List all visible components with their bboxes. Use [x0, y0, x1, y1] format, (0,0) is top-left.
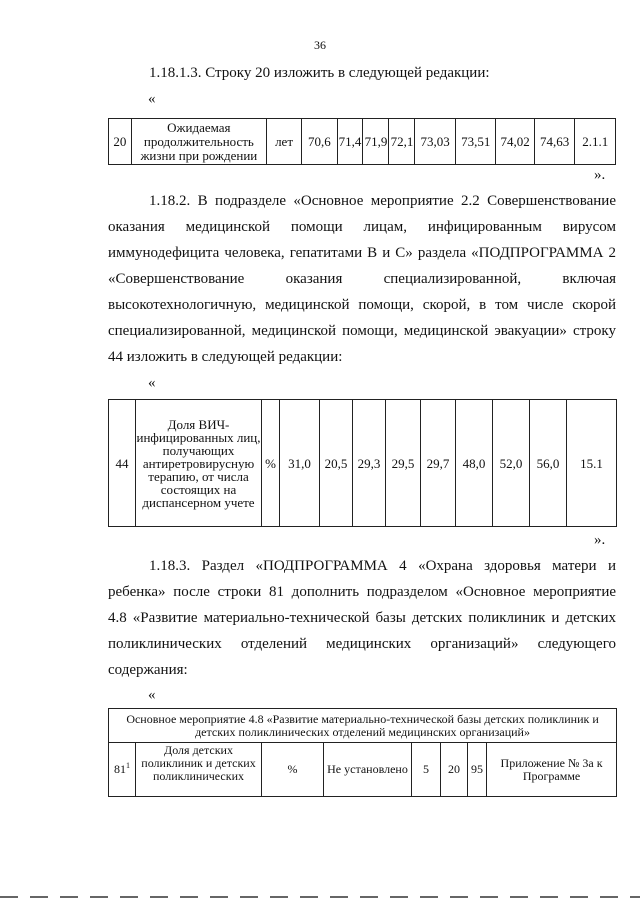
paragraph-line: содержания: [108, 662, 188, 678]
cell-value: 95 [468, 743, 487, 797]
paragraph-line: оказания медицинской помощи лицам, инфицированным вирусом [108, 219, 616, 235]
paragraph-line: поликлинических отделений медицинских организаций» следующего [108, 636, 616, 652]
cell-value: Не установлено [324, 743, 412, 797]
paragraph-line: 1.18.3. Раздел «ПОДПРОГРАММА 4 «Охрана здоровья матери и [149, 558, 616, 574]
cell-row-number: 44 [109, 400, 136, 527]
paragraph-line: 4.8 «Развитие материально-технической базы детских поликлиник и детских [108, 610, 616, 626]
cell-value: 73,03 [415, 119, 456, 165]
table-row-20 [108, 118, 616, 165]
page-edge-divider [0, 896, 640, 898]
cell-row-number: 20 [109, 119, 132, 165]
table-row-44 [108, 399, 617, 527]
close-quote: ». [594, 532, 606, 548]
cell-value: 29,7 [421, 400, 456, 527]
open-quote: « [148, 687, 156, 703]
paragraph-line: 44 изложить в следующей редакции: [108, 349, 343, 365]
cell-row-number [109, 743, 136, 797]
paragraph-line: 1.18.2. В подразделе «Основное мероприятие 2.2 Совершенствование [149, 193, 616, 209]
section-header-cell: Основное мероприятие 4.8 «Развитие материально-технической базы детских поликлиник и детских поликлинических отделений медицинских организаций» [109, 709, 617, 743]
cell-value: 20,5 [320, 400, 353, 527]
paragraph-line: ребенка» после строки 81 дополнить подразделом «Основное мероприятие [108, 584, 616, 600]
paragraph-line: иммунодефицита человека, гепатитами В и С» раздела «ПОДПРОГРАММА 2 [108, 245, 616, 261]
cell-indicator-name [136, 743, 262, 797]
cell-value: 29,5 [386, 400, 421, 527]
indicator-name-text: Доля детских поликлиник и детских поликлинических [141, 743, 256, 783]
cell-indicator-name: Ожидаемая продолжительность жизни при рождении [131, 119, 266, 165]
cell-value: 52,0 [493, 400, 530, 527]
cell-unit: % [262, 400, 280, 527]
cell-value: 48,0 [456, 400, 493, 527]
open-quote: « [148, 375, 156, 391]
paragraph-line: специализированной, медицинской помощи, медицинской эвакуации» строку [108, 323, 616, 339]
table-activity-4-8 [108, 708, 617, 797]
section-heading-1-18-1-3: 1.18.1.3. Строку 20 изложить в следующей редакции: [149, 65, 490, 81]
cell-value: 5 [412, 743, 441, 797]
cell-indicator-name: Доля ВИЧ-инфицированных лиц, получающих антиретровирусную терапию, от числа состоящих на диспансерном учете [136, 400, 262, 527]
open-quote: « [148, 91, 156, 107]
cell-value: 20 [441, 743, 468, 797]
close-quote: ». [594, 167, 606, 183]
cell-value: 70,6 [302, 119, 337, 165]
cell-reference: 15.1 [567, 400, 617, 527]
cell-value: 71,4 [337, 119, 363, 165]
page-number: 36 [314, 38, 326, 52]
row-number: 81 [114, 762, 126, 776]
cell-value: 31,0 [280, 400, 320, 527]
row-number-superscript: 1 [126, 761, 130, 770]
cell-reference: Приложение № 3а к Программе [487, 743, 617, 797]
cell-value: 74,02 [496, 119, 534, 165]
cell-value: 74,63 [534, 119, 575, 165]
paragraph-line: «Совершенствование оказания специализированной, включая [108, 271, 616, 287]
cell-value: 29,3 [353, 400, 386, 527]
cell-unit: % [262, 743, 324, 797]
cell-value: 71,9 [363, 119, 389, 165]
paragraph-line: высокотехнологичную, медицинской помощи, скорой, в том числе скорой [108, 297, 616, 313]
cell-value: 56,0 [530, 400, 567, 527]
cell-reference: 2.1.1 [575, 119, 616, 165]
cell-value: 73,51 [455, 119, 496, 165]
cell-unit: лет [266, 119, 301, 165]
cell-value: 72,1 [389, 119, 415, 165]
